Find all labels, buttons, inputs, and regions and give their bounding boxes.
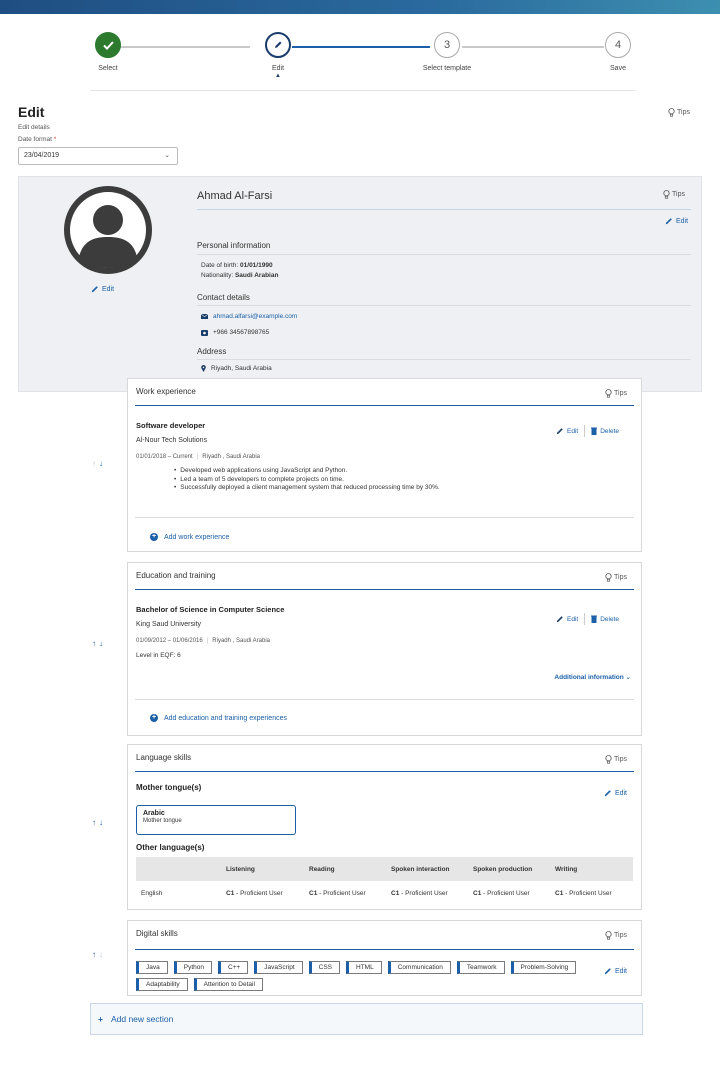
lightbulb-icon bbox=[663, 190, 670, 199]
personal-info-heading: Personal information bbox=[197, 241, 271, 250]
divider bbox=[197, 359, 691, 360]
email-row bbox=[201, 313, 297, 320]
progress-stepper bbox=[70, 32, 660, 82]
column-header: Listening bbox=[221, 857, 304, 881]
step-label: Edit bbox=[271, 65, 285, 72]
list-item: • Successfully deployed a client management system that reduced processing time by 30%. bbox=[174, 484, 440, 493]
divider bbox=[197, 305, 691, 306]
eqf-level: Level in EQF: 6 bbox=[136, 652, 181, 659]
skill-chip: Java bbox=[136, 961, 168, 974]
language-skills-section bbox=[127, 744, 642, 910]
work-item-actions bbox=[556, 425, 619, 437]
plus-icon: + bbox=[151, 714, 157, 721]
tips-button[interactable]: Tips bbox=[605, 931, 627, 940]
pencil-icon bbox=[604, 789, 612, 797]
divider bbox=[135, 589, 634, 590]
divider bbox=[135, 405, 634, 406]
language-name: English bbox=[141, 889, 163, 897]
other-languages-heading: Other language(s) bbox=[136, 843, 205, 852]
language-table bbox=[136, 857, 633, 905]
lightbulb-icon bbox=[605, 573, 612, 582]
date-format-select[interactable]: 23/04/2019 ⌄ bbox=[18, 147, 178, 165]
reorder-arrows-education[interactable]: ↑↓ bbox=[92, 639, 106, 648]
divider bbox=[197, 254, 691, 255]
person-name: Ahmad Al-Farsi bbox=[197, 190, 273, 202]
add-new-section-label: Add new section bbox=[110, 1014, 174, 1024]
skill-chips bbox=[136, 961, 591, 991]
table-cell: C1 - Proficient User bbox=[555, 889, 612, 897]
tips-button[interactable]: Tips bbox=[605, 755, 627, 764]
skill-chip: C++ bbox=[218, 961, 248, 974]
add-education-button[interactable]: + Add education and training experiences bbox=[151, 714, 287, 722]
page-title: Edit bbox=[18, 104, 45, 120]
step-label: Save bbox=[610, 65, 626, 72]
top-banner bbox=[0, 0, 720, 14]
divider bbox=[90, 90, 635, 91]
table-cell: C1 - Proficient User bbox=[391, 889, 448, 897]
section-title: Language skills bbox=[136, 753, 192, 762]
dob-row: Date of birth: 01/01/1990 bbox=[201, 262, 273, 269]
education-delete-button[interactable]: Delete bbox=[591, 615, 619, 623]
tips-button[interactable]: Tips bbox=[663, 190, 685, 199]
plus-icon: + bbox=[151, 533, 157, 540]
phone-number: +966 345678987​65 bbox=[213, 329, 270, 336]
tips-button[interactable]: Tips bbox=[668, 108, 690, 117]
map-pin-icon bbox=[201, 365, 206, 372]
list-item: • Led a team of 5 developers to complete projects on time. bbox=[174, 476, 440, 485]
mother-tongue-box bbox=[136, 805, 296, 835]
pencil-icon bbox=[604, 967, 612, 975]
institution: King Saud University bbox=[136, 621, 201, 628]
lightbulb-icon bbox=[668, 108, 675, 117]
lightbulb-icon bbox=[605, 389, 612, 398]
personal-info-card bbox=[18, 176, 702, 392]
skill-chip: Teamwork bbox=[457, 961, 505, 974]
step-save[interactable] bbox=[573, 32, 663, 72]
edit-details-label: Edit details bbox=[18, 124, 50, 131]
pencil-icon bbox=[556, 615, 564, 623]
chevron-down-icon: ⌄ bbox=[625, 674, 631, 681]
mother-tongue-note: Mother tongue bbox=[143, 818, 182, 824]
personal-edit-button[interactable]: Edit bbox=[665, 217, 688, 225]
divider bbox=[135, 699, 634, 700]
divider bbox=[135, 517, 634, 518]
step-select[interactable] bbox=[63, 32, 153, 72]
step-number: 3 bbox=[434, 32, 460, 58]
additional-info-toggle[interactable]: Additional information ⌄ bbox=[554, 674, 631, 681]
current-step-caret: ▲ bbox=[275, 73, 281, 79]
work-delete-button[interactable]: Delete bbox=[591, 427, 619, 435]
address-row: Riyadh, Saudi Arabia bbox=[201, 365, 272, 372]
address-heading: Address bbox=[197, 347, 227, 356]
skill-chip: Attention to Detail bbox=[194, 978, 263, 991]
step-label: Select template bbox=[422, 65, 472, 72]
trash-icon bbox=[591, 615, 597, 623]
date-format-label: Date format * bbox=[18, 136, 57, 143]
table-header-row bbox=[136, 857, 633, 881]
skill-chip: Python bbox=[174, 961, 212, 974]
step-label: Select bbox=[98, 65, 118, 72]
pencil-icon bbox=[265, 32, 291, 58]
divider bbox=[197, 209, 691, 210]
tips-button[interactable]: Tips bbox=[605, 389, 627, 398]
divider bbox=[135, 949, 634, 950]
digital-skills-section bbox=[127, 920, 642, 996]
job-title: Software developer bbox=[136, 421, 206, 430]
lightbulb-icon bbox=[605, 931, 612, 940]
digital-edit-button[interactable]: Edit bbox=[604, 967, 627, 975]
reorder-arrows-digital[interactable]: ↑↓ bbox=[92, 950, 106, 959]
step-number: 4 bbox=[605, 32, 631, 58]
pencil-icon bbox=[91, 285, 99, 293]
mother-language: Arabic bbox=[143, 810, 165, 817]
contact-heading: Contact details bbox=[197, 293, 250, 302]
work-edit-button[interactable]: Edit bbox=[556, 427, 578, 435]
section-title: Digital skills bbox=[136, 929, 178, 938]
avatar-icon[interactable] bbox=[63, 185, 153, 275]
skill-chip: Communication bbox=[388, 961, 451, 974]
list-item: • Developed web applications using JavaScript and Python. bbox=[174, 467, 440, 476]
pencil-icon bbox=[665, 217, 673, 225]
trash-icon bbox=[591, 427, 597, 435]
table-cell: C1 - Proficient User bbox=[226, 889, 283, 897]
chevron-down-icon: ⌄ bbox=[164, 152, 170, 159]
reorder-arrows-languages[interactable]: ↑↓ bbox=[92, 818, 106, 827]
column-header: Reading bbox=[304, 857, 386, 881]
phone-icon bbox=[201, 330, 208, 336]
skill-chip: HTML bbox=[346, 961, 382, 974]
column-header bbox=[136, 857, 221, 881]
divider bbox=[135, 771, 634, 772]
section-title: Work experience bbox=[136, 387, 196, 396]
skill-chip: Adaptability bbox=[136, 978, 188, 991]
envelope-icon bbox=[201, 314, 208, 319]
skill-chip: JavaScript bbox=[254, 961, 302, 974]
languages-edit-button[interactable]: Edit bbox=[604, 789, 627, 797]
nationality-row: Nationality: Saudi Arabian bbox=[201, 272, 279, 279]
step-edit[interactable] bbox=[233, 32, 323, 79]
education-meta: 01/09/2012 – 01/06/2016 | Riyadh , Saudi Arabia bbox=[136, 638, 270, 644]
skill-chip: CSS bbox=[309, 961, 340, 974]
work-experience-section bbox=[127, 378, 642, 552]
section-title: Education and training bbox=[136, 571, 216, 580]
employer: Al-Nour Tech Solutions bbox=[136, 437, 208, 444]
table-cell: C1 - Proficient User bbox=[309, 889, 366, 897]
mother-tongue-heading: Mother tongue(s) bbox=[136, 783, 202, 792]
job-description bbox=[174, 467, 440, 493]
add-new-section-button[interactable] bbox=[90, 1003, 643, 1035]
education-edit-button[interactable]: Edit bbox=[556, 615, 578, 623]
add-work-experience-button[interactable]: + Add work experience bbox=[151, 533, 230, 541]
phone-row bbox=[201, 329, 269, 336]
lightbulb-icon bbox=[605, 755, 612, 764]
skill-chip: Problem-Solving bbox=[511, 961, 577, 974]
education-section bbox=[127, 562, 642, 736]
step-select-template[interactable] bbox=[402, 32, 492, 72]
email-link[interactable]: ahmad.alfarsi@example.com bbox=[213, 313, 298, 320]
reorder-arrows-work[interactable]: ↑↓ bbox=[92, 459, 106, 468]
plus-icon: + bbox=[98, 1014, 103, 1024]
column-header: Spoken production bbox=[468, 857, 550, 881]
table-cell: C1 - Proficient User bbox=[473, 889, 530, 897]
degree-title: Bachelor of Science in Computer Science bbox=[136, 605, 285, 614]
check-icon bbox=[95, 32, 121, 58]
column-header: Spoken interaction bbox=[386, 857, 468, 881]
education-item-actions bbox=[556, 613, 619, 625]
column-header: Writing bbox=[550, 857, 633, 881]
avatar-edit-button[interactable]: Edit bbox=[91, 285, 114, 293]
tips-button[interactable]: Tips bbox=[605, 573, 627, 582]
pencil-icon bbox=[556, 427, 564, 435]
job-meta: 01/01/2018 – Current | Riyadh , Saudi Arabia bbox=[136, 454, 260, 460]
table-row bbox=[136, 881, 633, 905]
